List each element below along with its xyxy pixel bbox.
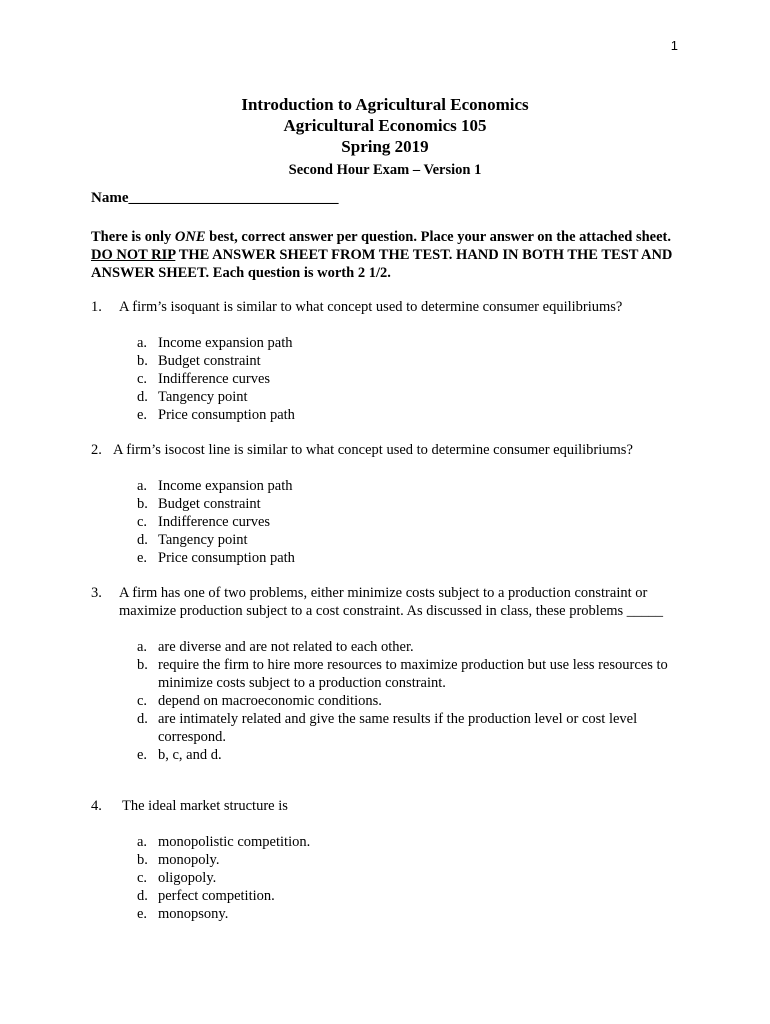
option-letter: b. — [137, 353, 148, 369]
option-letter: a. — [137, 478, 148, 494]
option-item — [91, 513, 691, 531]
option-letter: d. — [137, 711, 148, 727]
exam-header — [0, 94, 770, 181]
option-item — [91, 746, 691, 764]
option-text: Income expansion path — [158, 478, 293, 494]
option-text: are diverse and are not related to each other. — [158, 639, 414, 655]
option-item — [91, 549, 691, 567]
option-letter: d. — [137, 888, 148, 904]
instructions-part2: best, correct answer per question. Place your answer on the attached sheet. — [205, 229, 671, 245]
option-item — [91, 388, 691, 406]
question-number: 3. — [91, 585, 102, 601]
question-text: A firm’s isoquant is similar to what concept used to determine consumer equilibriums? — [119, 299, 623, 315]
instructions-emphasis: ONE — [174, 229, 206, 245]
option-letter: e. — [137, 906, 148, 922]
option-letter: b. — [137, 852, 148, 868]
instructions-underlined: DO NOT RIP — [91, 247, 176, 263]
option-letter: b. — [137, 657, 148, 673]
option-item — [91, 406, 691, 424]
option-item — [91, 370, 691, 388]
option-letter: d. — [137, 532, 148, 548]
option-item — [91, 869, 691, 887]
option-text: oligopoly. — [158, 870, 217, 886]
option-letter: e. — [137, 747, 148, 763]
question-3 — [91, 584, 691, 764]
option-text: perfect competition. — [158, 888, 275, 904]
option-letter: d. — [137, 389, 148, 405]
question-number: 4. — [91, 798, 102, 814]
option-text: monopsony. — [158, 906, 229, 922]
option-letter: e. — [137, 407, 148, 423]
option-text: Tangency point — [158, 389, 248, 405]
option-list — [91, 833, 691, 923]
instructions-part3: THE ANSWER SHEET FROM THE TEST. HAND IN BOTH THE TEST AND ANSWER SHEET. Each question is worth 2 1/2. — [91, 247, 673, 281]
option-letter: a. — [137, 834, 148, 850]
option-text: Budget constraint — [158, 353, 261, 369]
page-number: 1 — [670, 38, 678, 53]
option-list — [91, 638, 691, 764]
question-text: A firm has one of two problems, either minimize costs subject to a production constraint or maximize production subject to a cost constraint. As discussed in class, these problems _____ — [119, 585, 664, 619]
option-item — [91, 692, 691, 710]
instructions — [91, 228, 691, 282]
course-title: Introduction to Agricultural Economics — [241, 95, 529, 114]
option-text: Price consumption path — [158, 407, 295, 423]
option-item — [91, 833, 691, 851]
option-letter: a. — [137, 639, 148, 655]
option-letter: b. — [137, 496, 148, 512]
question-number: 2. — [91, 442, 102, 458]
option-text: Budget constraint — [158, 496, 261, 512]
option-item — [91, 495, 691, 513]
option-item — [91, 710, 691, 746]
option-letter: c. — [137, 870, 148, 886]
option-list — [91, 334, 691, 424]
instructions-part1: There is only — [91, 229, 175, 245]
term: Spring 2019 — [341, 137, 429, 156]
question-4 — [91, 797, 691, 923]
option-text: Indifference curves — [158, 371, 271, 387]
option-text: Indifference curves — [158, 514, 271, 530]
question-1 — [91, 298, 691, 424]
name-field: Name____________________________ — [91, 190, 339, 206]
option-list — [91, 477, 691, 567]
option-item — [91, 638, 691, 656]
option-text: b, c, and d. — [158, 747, 222, 763]
option-text: depend on macroeconomic conditions. — [158, 693, 382, 709]
option-text: Income expansion path — [158, 335, 293, 351]
option-item — [91, 352, 691, 370]
option-item — [91, 531, 691, 549]
option-letter: c. — [137, 371, 148, 387]
question-text: A firm’s isocost line is similar to what concept used to determine consumer equilibriums? — [113, 442, 633, 458]
exam-subtitle: Second Hour Exam – Version 1 — [288, 162, 482, 178]
option-letter: e. — [137, 550, 148, 566]
question-2 — [91, 441, 691, 567]
option-text: require the firm to hire more resources to maximize production but use less resources to minimize costs subject to a production constraint. — [158, 657, 668, 691]
option-text: monopolistic competition. — [158, 834, 311, 850]
course-number: Agricultural Economics 105 — [283, 116, 487, 135]
option-letter: c. — [137, 693, 148, 709]
option-text: monopoly. — [158, 852, 220, 868]
option-text: are intimately related and give the same results if the production level or cost level correspond. — [158, 711, 638, 745]
option-letter: c. — [137, 514, 148, 530]
option-item — [91, 656, 691, 692]
question-number: 1. — [91, 299, 102, 315]
option-text: Price consumption path — [158, 550, 295, 566]
option-item — [91, 334, 691, 352]
option-item — [91, 851, 691, 869]
option-letter: a. — [137, 335, 148, 351]
option-item — [91, 905, 691, 923]
option-item — [91, 887, 691, 905]
option-text: Tangency point — [158, 532, 248, 548]
question-text: The ideal market structure is — [122, 798, 288, 814]
option-item — [91, 477, 691, 495]
